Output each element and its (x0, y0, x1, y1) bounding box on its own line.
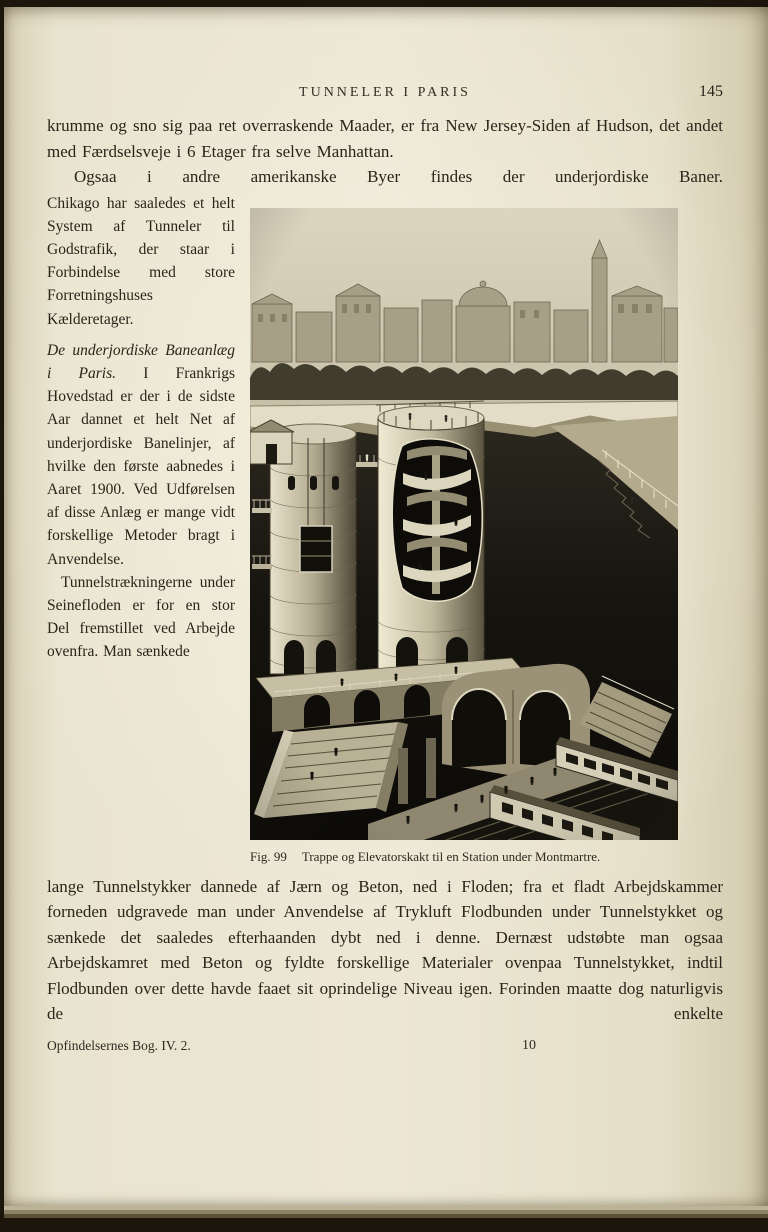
paragraph: Ogsaa i andre amerikanske Byer findes der underjordiske Baner. (74, 167, 723, 186)
figure-99 (250, 208, 678, 865)
paragraph (47, 339, 235, 571)
figure-99-artwork (250, 208, 678, 840)
paragraph-text: I Frankrigs Hovedstad er der i de sidste Aar dannet et helt Net af underjordiske Banelinjer, af hvilke den første aabnedes i Aaret 1900. Ved Udførelsen af disse Anlæg er mange vidt forskellige Metoder bragt i Anvendelse. (47, 364, 235, 568)
figure-caption (250, 849, 678, 865)
paragraph: Tunnelstrækningerne under Seinefloden er for en stor Del fremstillet ved Arbejde ovenfra. Man sænkede (47, 573, 235, 661)
page-header (47, 83, 723, 103)
page-number: 145 (699, 83, 723, 100)
book-page (4, 7, 768, 1206)
figure-caption-text: Trappe og Elevatorskakt til en Station under Montmartre. (301, 848, 601, 864)
left-text-column (47, 192, 235, 664)
figure-label: Fig. 99 (250, 848, 287, 864)
series-title: Opfindelsernes Bog. IV. 2. (47, 1037, 191, 1053)
paragraph: lange Tunnelstykker dannede af Jærn og Beton, ned i Floden; fra et fladt Arbejdskammer forneden udgravede man under Anvendelse af Trykluft Flodbunden under Tunnelstykket og sænkede det saaledes efterhaanden dybt ned i denne. Dernæst udstøbte man ogsaa Arbejdskamret med Beton og fyldte forskellige Materialer ovenpaa Tunnelstykket, indtil Flodbunden over dette havde faaet sit oprindelige Niveau igen. Forinden maatte dog naturligvis de enkelte (47, 876, 723, 1023)
paragraph: Chikago har saaledes et helt System af Tunneler til Godstrafik, der staar i Forbindelse med store Forretningshuses Kælderetager. (47, 194, 235, 328)
book-page-edges (4, 1206, 768, 1218)
paragraph: krumme og sno sig paa ret overraskende Maader, er fra New Jersey-Siden af Hudson, det andet med Færdselsveje i 6 Etager fra selve Manhattan. (47, 116, 723, 161)
figure-99-illustration (250, 208, 678, 840)
running-title: TUNNELER I PARIS (299, 85, 471, 100)
page-footer (47, 1038, 723, 1058)
signature-mark: 10 (522, 1037, 536, 1053)
italic-lead: De underjordiske Baneanlæg i Paris. (47, 341, 235, 382)
page-content (4, 7, 768, 1058)
text-and-figure-row (47, 192, 723, 865)
